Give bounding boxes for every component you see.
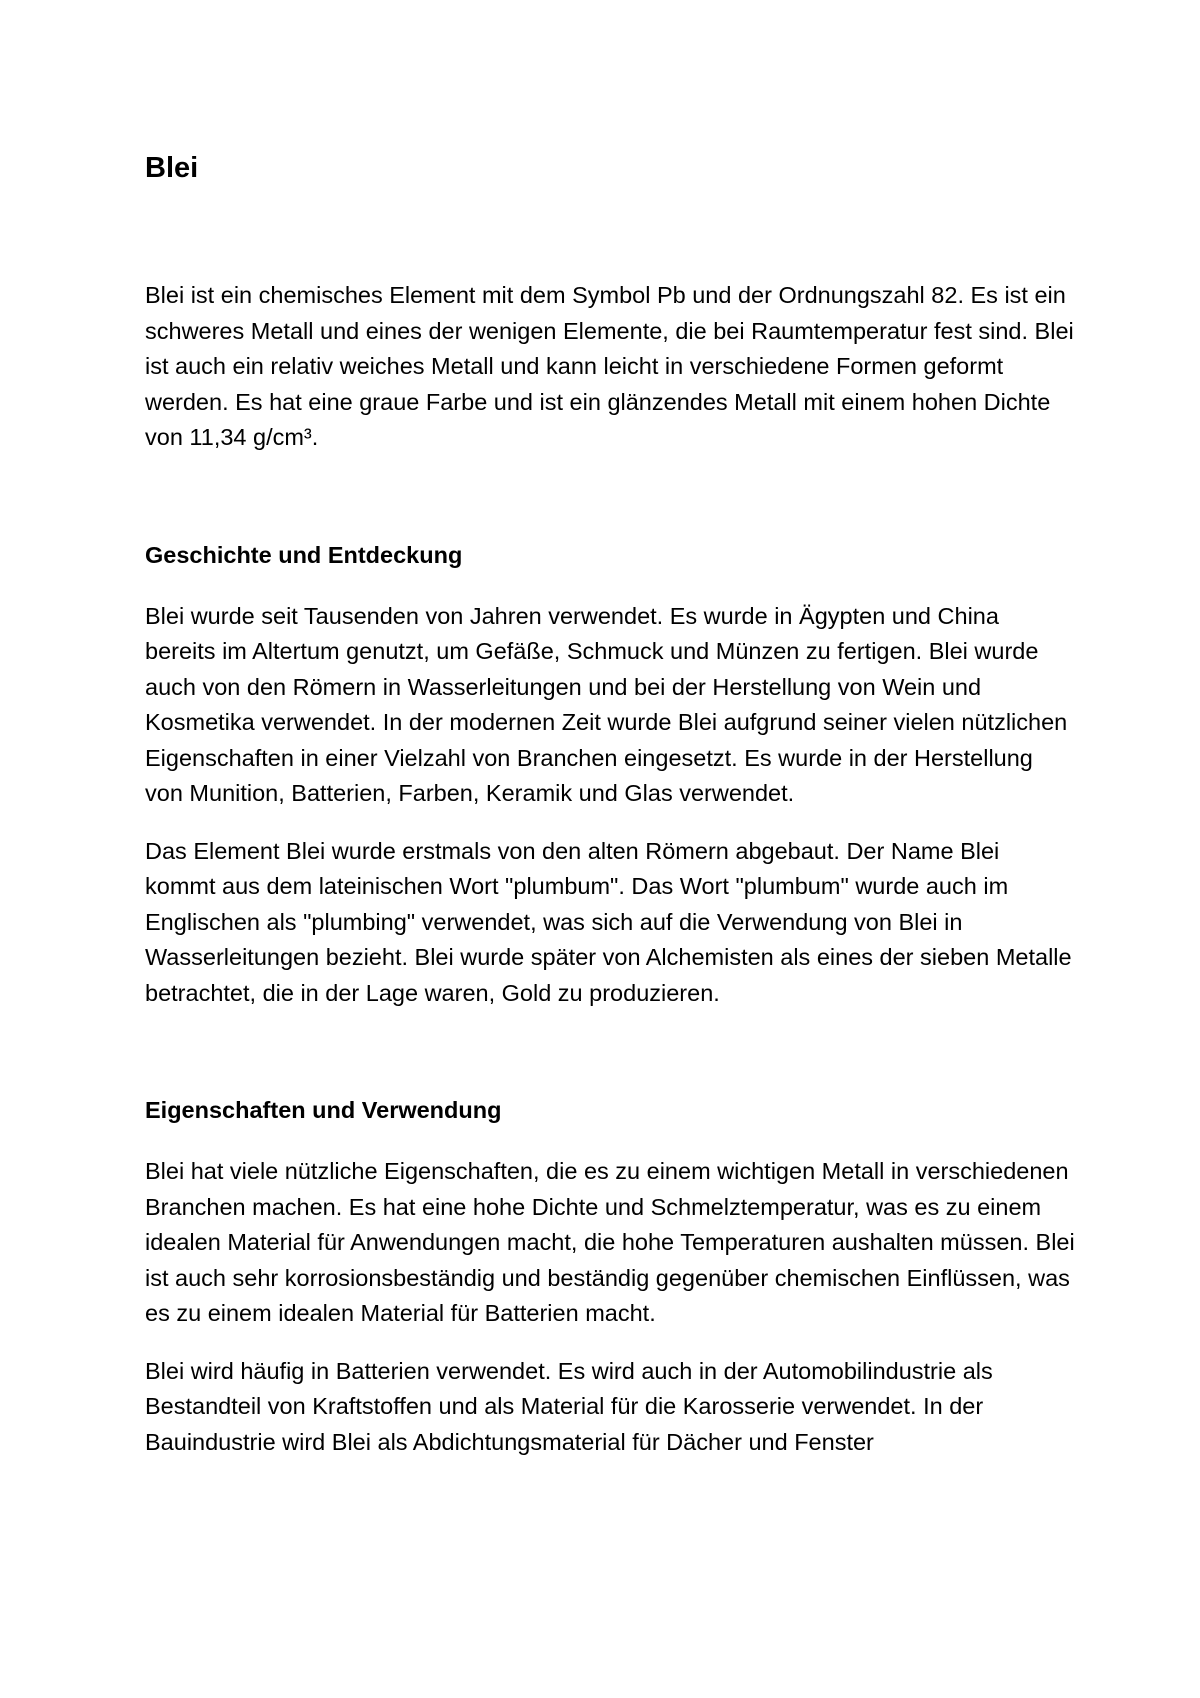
properties-paragraph-2: Blei wird häufig in Batterien verwendet. Es wird auch in der Automobilindustrie als Bestandteil von Kraftstoffen und als Material für die Karosserie verwendet. In der Bauindustrie wird Blei als Abdichtungsmaterial für Dächer und Fenster <box>145 1357 993 1455</box>
history-paragraph-2: Das Element Blei wurde erstmals von den alten Römern abgebaut. Der Name Blei kommt aus dem lateinischen Wort "plumbum". Das Wort "plumbum" wurde auch im Englischen als "plumbing" verwendet, was sich auf die Verwendung von Blei in Wasserleitungen bezieht. Blei wurde später von Alchemisten als eines der sieben Metalle betrachtet, die in der Lage waren, Gold zu produzieren. <box>145 837 1072 1006</box>
section-heading-history: Geschichte und Entdeckung <box>145 541 463 568</box>
document-body <box>145 150 1075 1460</box>
page-title: Blei <box>145 152 199 184</box>
intro-paragraph: Blei ist ein chemisches Element mit dem Symbol Pb und der Ordnungszahl 82. Es ist ein schweres Metall und eines der wenigen Elemente, die bei Raumtemperatur fest sind. Blei ist auch ein relativ weiches Metall und kann leicht in verschiedene Formen geformt werden. Es hat eine graue Farbe und ist ein glänzendes Metall mit einem hohen Dichte von 11,34 g/cm³. <box>145 282 1074 450</box>
history-paragraph-1: Blei wurde seit Tausenden von Jahren verwendet. Es wurde in Ägypten und China bereits im Altertum genutzt, um Gefäße, Schmuck und Münzen zu fertigen. Blei wurde auch von den Römern in Wasserleitungen und bei der Herstellung von Wein und Kosmetika verwendet. In der modernen Zeit wurde Blei aufgrund seiner vielen nützlichen Eigenschaften in einer Vielzahl von Branchen eingesetzt. Es wurde in der Herstellung von Munition, Batterien, Farben, Keramik und Glas verwendet. <box>145 602 1068 806</box>
section-heading-properties: Eigenschaften und Verwendung <box>145 1097 502 1123</box>
properties-paragraph-1: Blei hat viele nützliche Eigenschaften, die es zu einem wichtigen Metall in verschiedenen Branchen machen. Es hat eine hohe Dichte und Schmelztemperatur, was es zu einem idealen Material für Anwendungen macht, die hohe Temperaturen aushalten müssen. Blei ist auch sehr korrosionsbeständig und beständig gegenüber chemischen Einflüssen, was es zu einem idealen Material für Batterien macht. <box>145 1158 1075 1326</box>
